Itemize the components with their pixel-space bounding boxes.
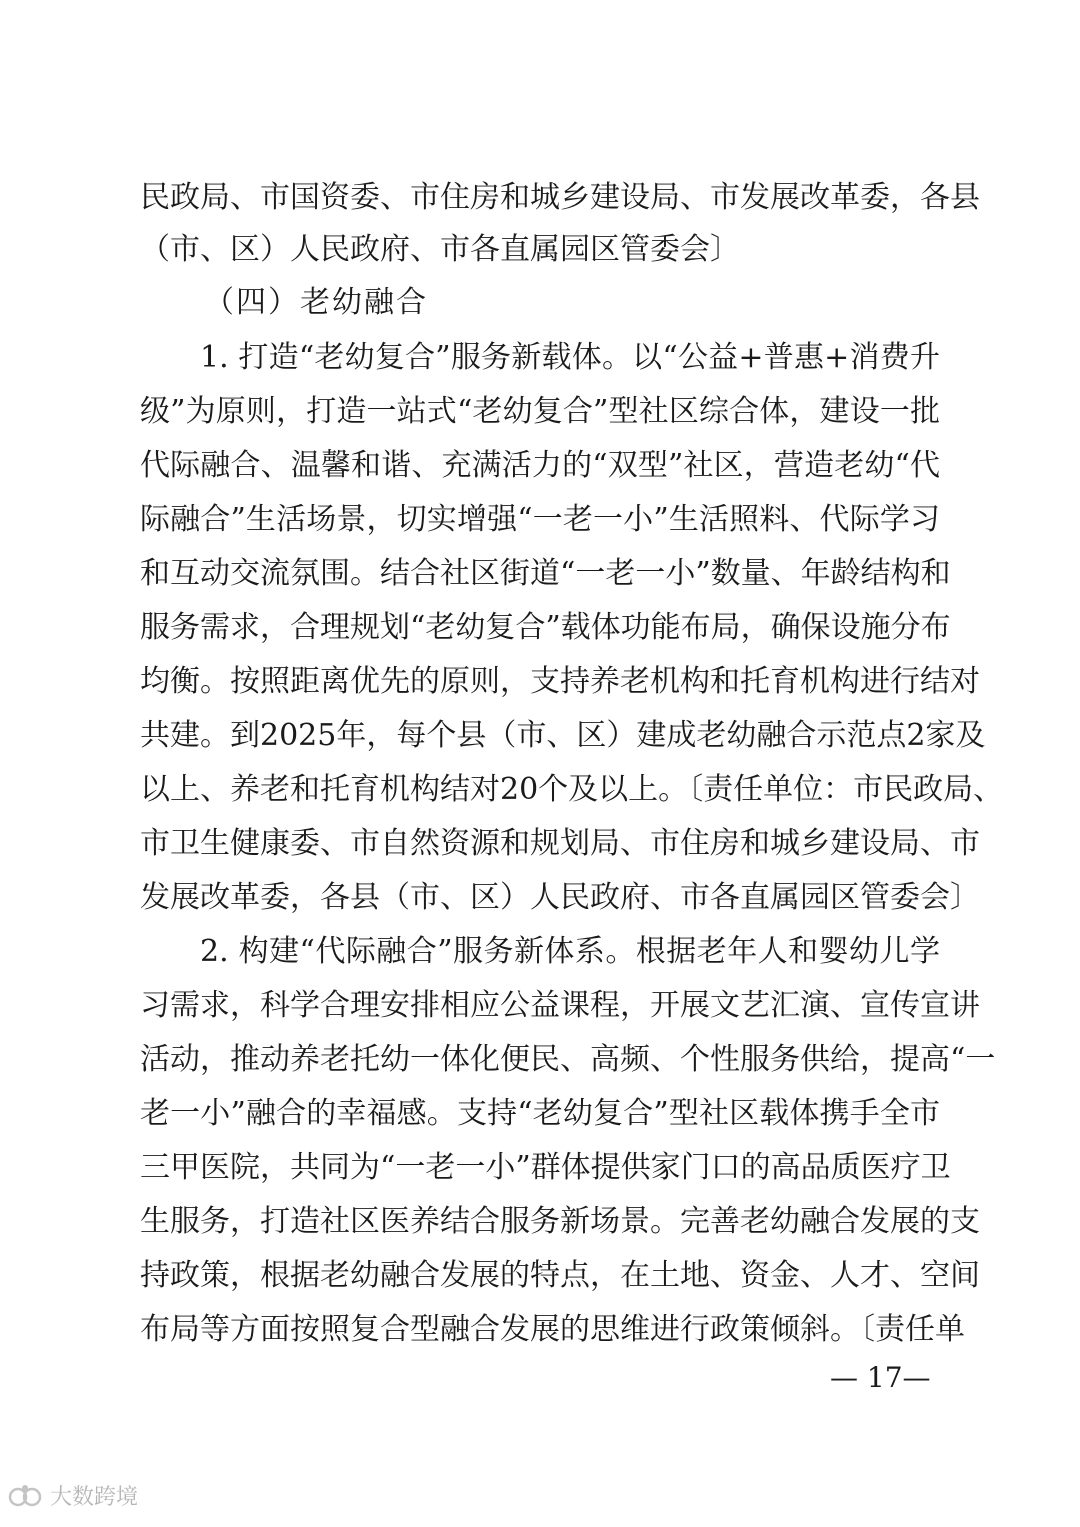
body-line: 代际融合、温馨和谐、充满活力的“双型”社区，营造老幼“代 [140, 448, 940, 483]
body-line: 三甲医院，共同为“一老一小”群体提供家门口的高品质医疗卫 [140, 1150, 951, 1185]
body-line: 共建。到2025年，每个县（市、区）建成老幼融合示范点2家及 [140, 718, 986, 753]
body-line: 和互动交流氛围。结合社区街道“一老一小”数量、年龄结构和 [140, 556, 951, 591]
body-line: 际融合”生活场景，切实增强“一老一小”生活照料、代际学习 [140, 502, 940, 537]
item-heading-line: 2. 构建“代际融合”服务新体系。根据老年人和婴幼儿学 [200, 934, 940, 969]
body-line: 服务需求，合理规划“老幼复合”载体功能布局，确保设施分布 [140, 610, 951, 645]
watermark [8, 1480, 138, 1511]
body-line: 布局等方面按照复合型融合发展的思维进行政策倾斜。〔责任单 [140, 1312, 965, 1347]
body-line: 以上、养老和托育机构结对20个及以上。〔责任单位：市民政局、 [140, 772, 1004, 807]
body-line: 级”为原则，打造一站式“老幼复合”型社区综合体，建设一批 [140, 394, 940, 429]
watermark-logo-icon [8, 1483, 44, 1509]
body-line: 均衡。按照距离优先的原则，支持养老机构和托育机构进行结对 [140, 664, 980, 699]
watermark-text: 大数跨境 [50, 1485, 139, 1510]
body-line: （市、区）人民政府、市各直属园区管委会〕 [140, 232, 740, 267]
section-heading: （四）老幼融合 [204, 285, 428, 320]
page-number: — 17— [830, 1361, 931, 1394]
item-heading-line: 1. 打造“老幼复合”服务新载体。以“公益+普惠+消费升 [200, 340, 940, 375]
body-line: 市卫生健康委、市自然资源和规划局、市住房和城乡建设局、市 [140, 826, 980, 861]
body-line: 老一小”融合的幸福感。支持“老幼复合”型社区载体携手全市 [140, 1096, 940, 1131]
body-line: 民政局、市国资委、市住房和城乡建设局、市发展改革委，各县 [140, 180, 980, 215]
body-line: 习需求，科学合理安排相应公益课程，开展文艺汇演、宣传宣讲 [140, 988, 980, 1023]
body-line: 生服务，打造社区医养结合服务新场景。完善老幼融合发展的支 [140, 1204, 980, 1239]
body-line: 发展改革委，各县（市、区）人民政府、市各直属园区管委会〕 [140, 880, 980, 915]
body-line: 活动，推动养老托幼一体化便民、高频、个性服务供给，提高“一 [140, 1042, 996, 1077]
body-line: 持政策，根据老幼融合发展的特点，在土地、资金、人才、空间 [140, 1258, 980, 1293]
